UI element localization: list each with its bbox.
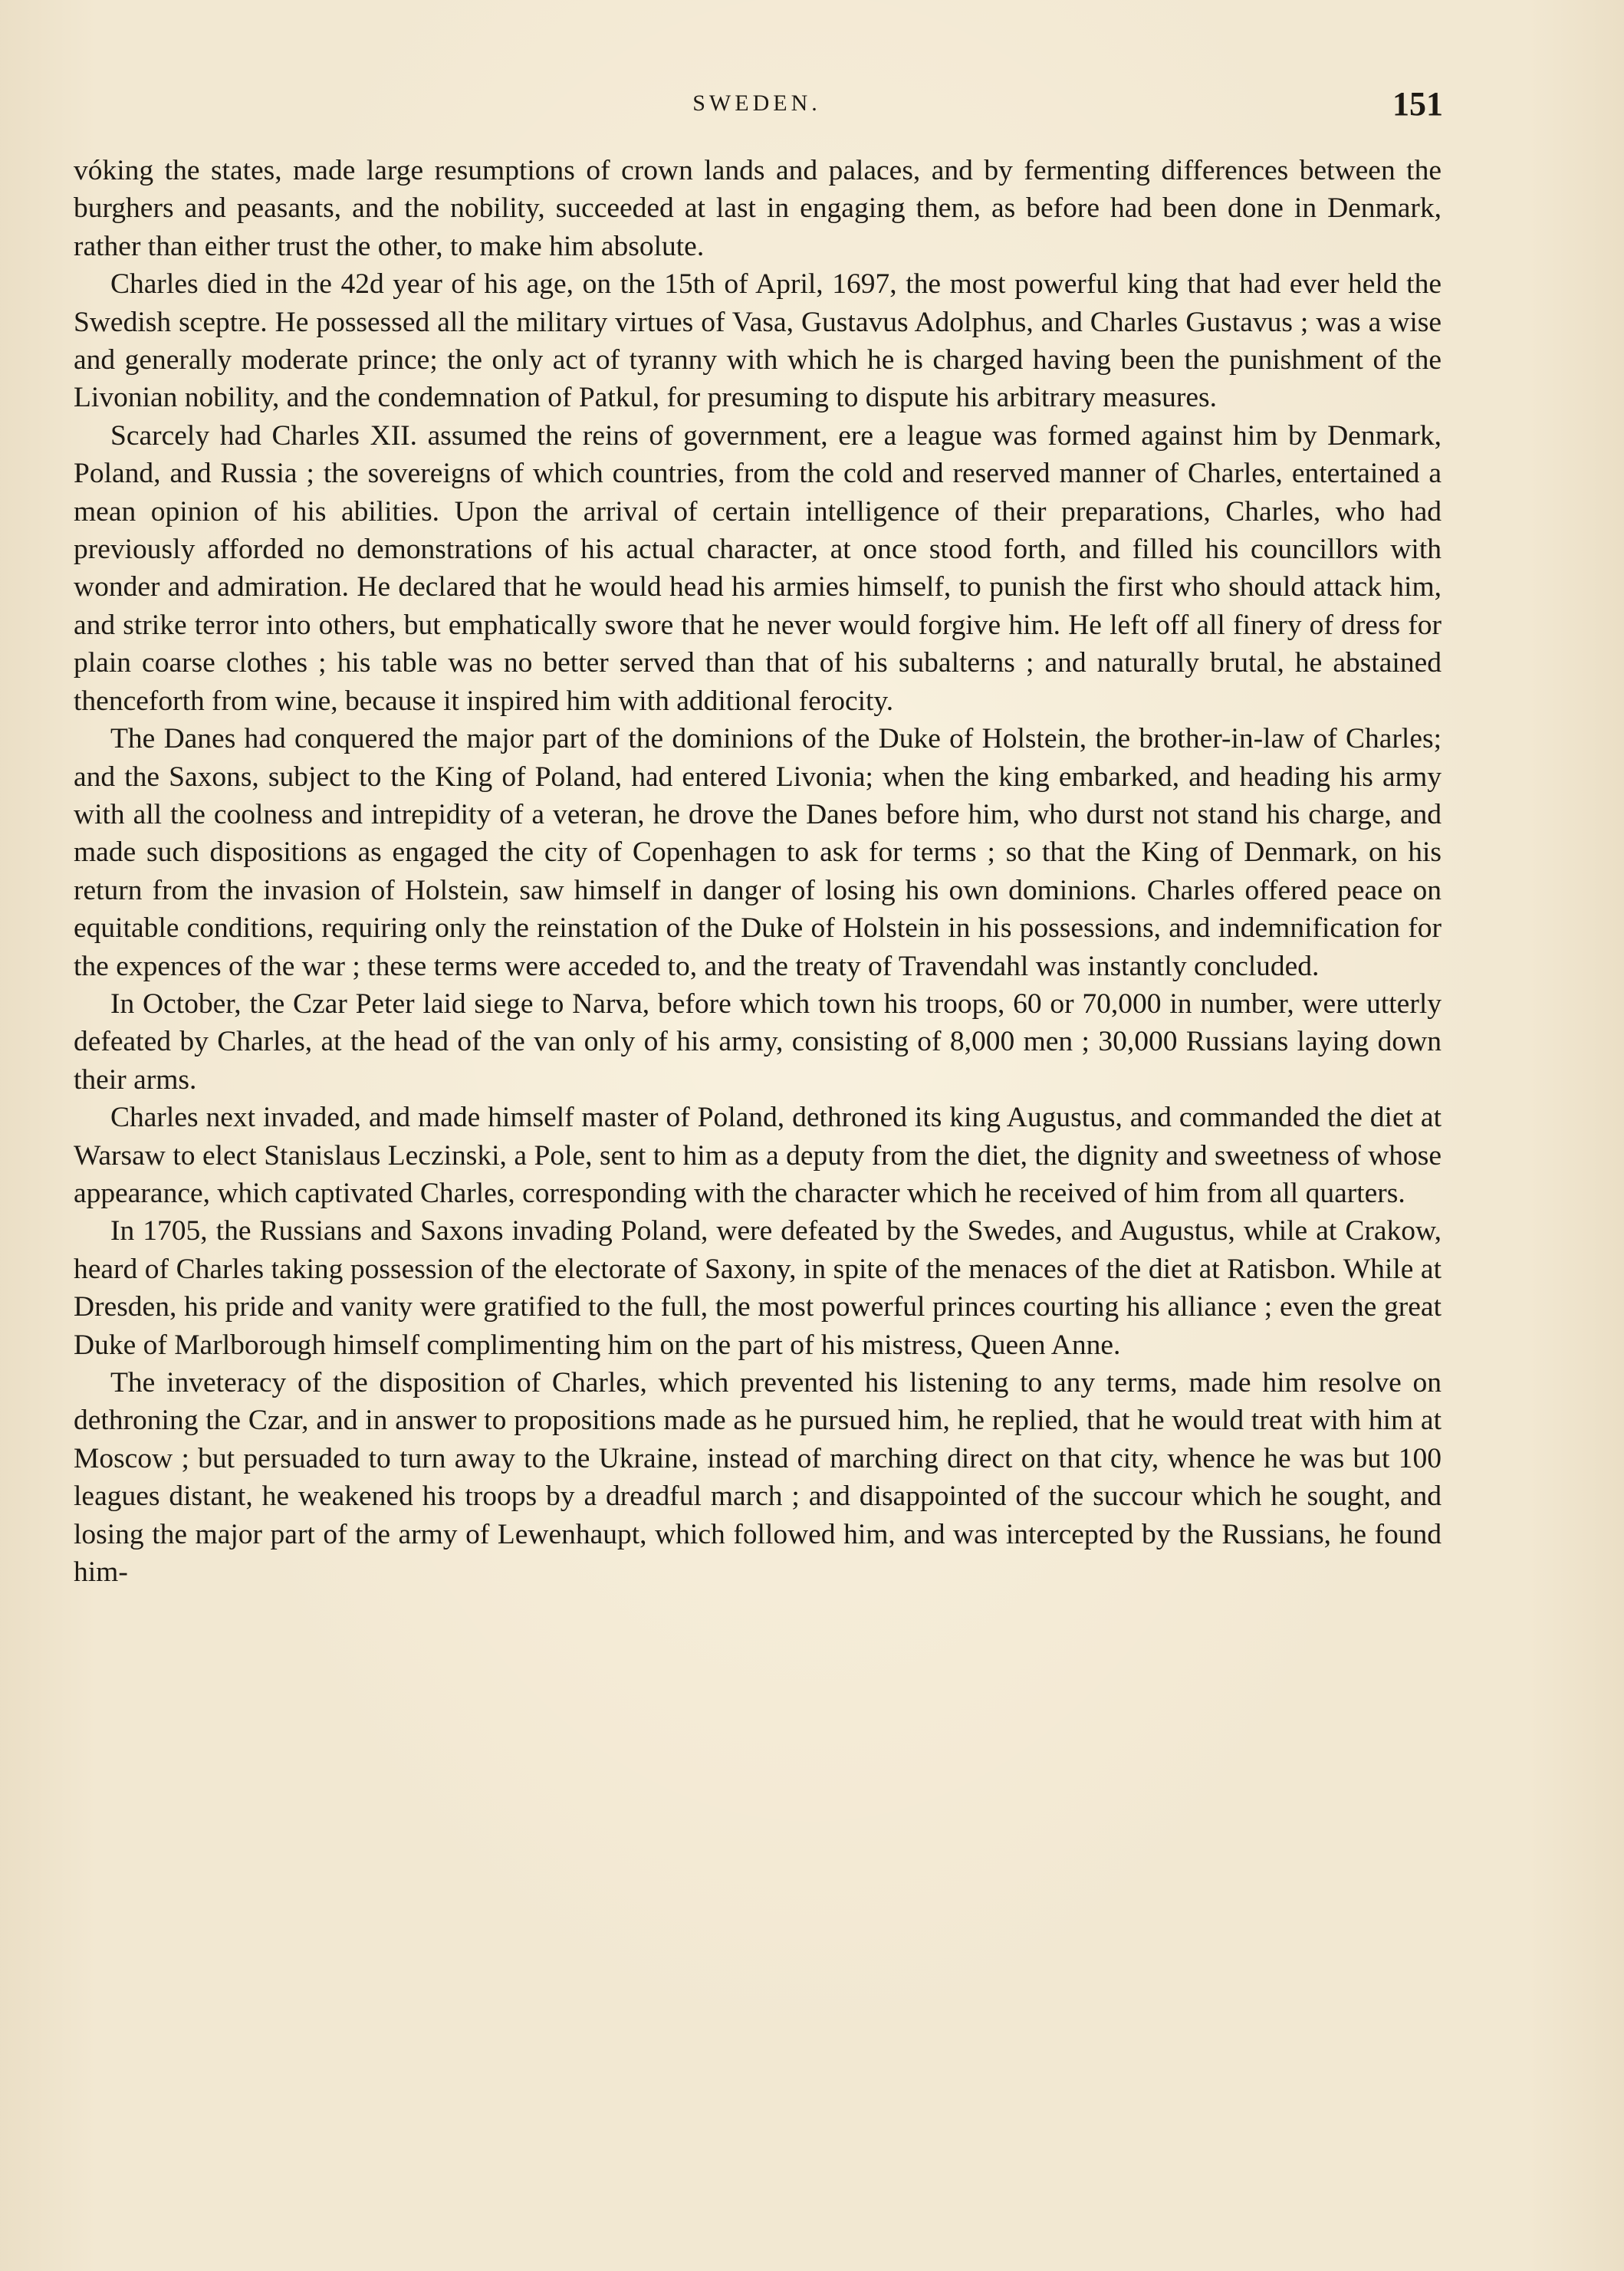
paragraph: Charles next invaded, and made himself master of Poland, dethroned its king Augustus, and commanded the diet at Warsaw to elect Stanislaus Leczinski, a Pole, sent to him as a deputy from the diet, the dignity and sweetness of whose appearance, which captivated Charles, corresponding with the character which he received of him from all quarters.	[74, 1102, 1442, 1209]
paragraph: In 1705, the Russians and Saxons invading Poland, were defeated by the Swedes, and Augustus, while at Crakow, heard of Charles taking possession of the electorate of Saxony, in spite of the menaces of the diet at Ratisbon. While at Dresden, his pride and vanity were gratified to the full, the most powerful princes courting his alliance ; even the great Duke of Marlborough himself complimenting him on the part of his mistress, Queen Anne.	[74, 1215, 1442, 1361]
running-head: SWEDEN.	[692, 90, 821, 116]
paragraph: vóking the states, made large resumptions of crown lands and palaces, and by fermenting differences between the burghers and peasants, and the nobility, succeeded at last in engaging them, as before had been done in Denmark, rather than either trust the other, to make him absolute.	[74, 155, 1442, 262]
paragraph: Charles died in the 42d year of his age, on the 15th of April, 1697, the most powerful king that had ever held the Swedish sceptre. He possessed all the military virtues of Vasa, Gustavus Adolphus, and Charles Gustavus ; was a wise and generally moderate prince; the only act of tyranny with which he is charged having been the punishment of the Livonian nobility, and the condemnation of Patkul, for presuming to dispute his arbitrary measures.	[74, 268, 1442, 414]
page-header	[71, 85, 1443, 136]
paragraph: The Danes had conquered the major part of the dominions of the Duke of Holstein, the brother-in-law of Charles; and the Saxons, subject to the King of Poland, had entered Livonia; when the king embarked, and heading his army with all the coolness and intrepidity of a veteran, he drove the Danes before him, who durst not stand his charge, and made such dispositions as engaged the city of Copenhagen to ask for terms ; so that the King of Denmark, on his return from the invasion of Holstein, saw himself in danger of losing his own dominions. Charles offered peace on equitable conditions, requiring only the reinstation of the Duke of Holstein in his possessions, and indemnification for the expences of the war ; these terms were acceded to, and the treaty of Travendahl was instantly concluded.	[74, 723, 1442, 982]
page-number: 151	[1392, 85, 1443, 123]
paragraph: The inveteracy of the disposition of Charles, which prevented his listening to any terms, made him resolve on dethroning the Czar, and in answer to propositions made as he pursued him, he replied, that he would treat with him at Moscow ; but persuaded to turn away to the Ukraine, instead of marching direct on that city, whence he was but 100 leagues distant, he weakened his troops by a dreadful march ; and disappointed of the succour which he sought, and losing the major part of the army of Lewenhaupt, which followed him, and was intercepted by the Russians, he found him-	[74, 1367, 1442, 1589]
body-text	[74, 152, 1442, 1591]
paragraph: In October, the Czar Peter laid siege to Narva, before which town his troops, 60 or 70,000 in number, were utterly defeated by Charles, at the head of the van only of his army, consisting of 8,000 men ; 30,000 Russians laying down their arms.	[74, 988, 1442, 1096]
paragraph: Scarcely had Charles XII. assumed the reins of government, ere a league was formed against him by Denmark, Poland, and Russia ; the sovereigns of which countries, from the cold and reserved manner of Charles, entertained a mean opinion of his abilities. Upon the arrival of certain intelligence of their preparations, Charles, who had previously afforded no demonstrations of his actual character, at once stood forth, and filled his councillors with wonder and admiration. He declared that he would head his armies himself, to punish the first who should attack him, and strike terror into others, but emphatically swore that he never would forgive him. He left off all finery of dress for plain coarse clothes ; his table was no better served than that of his subalterns ; and naturally brutal, he abstained thenceforth from wine, because it inspired him with additional ferocity.	[74, 419, 1442, 717]
